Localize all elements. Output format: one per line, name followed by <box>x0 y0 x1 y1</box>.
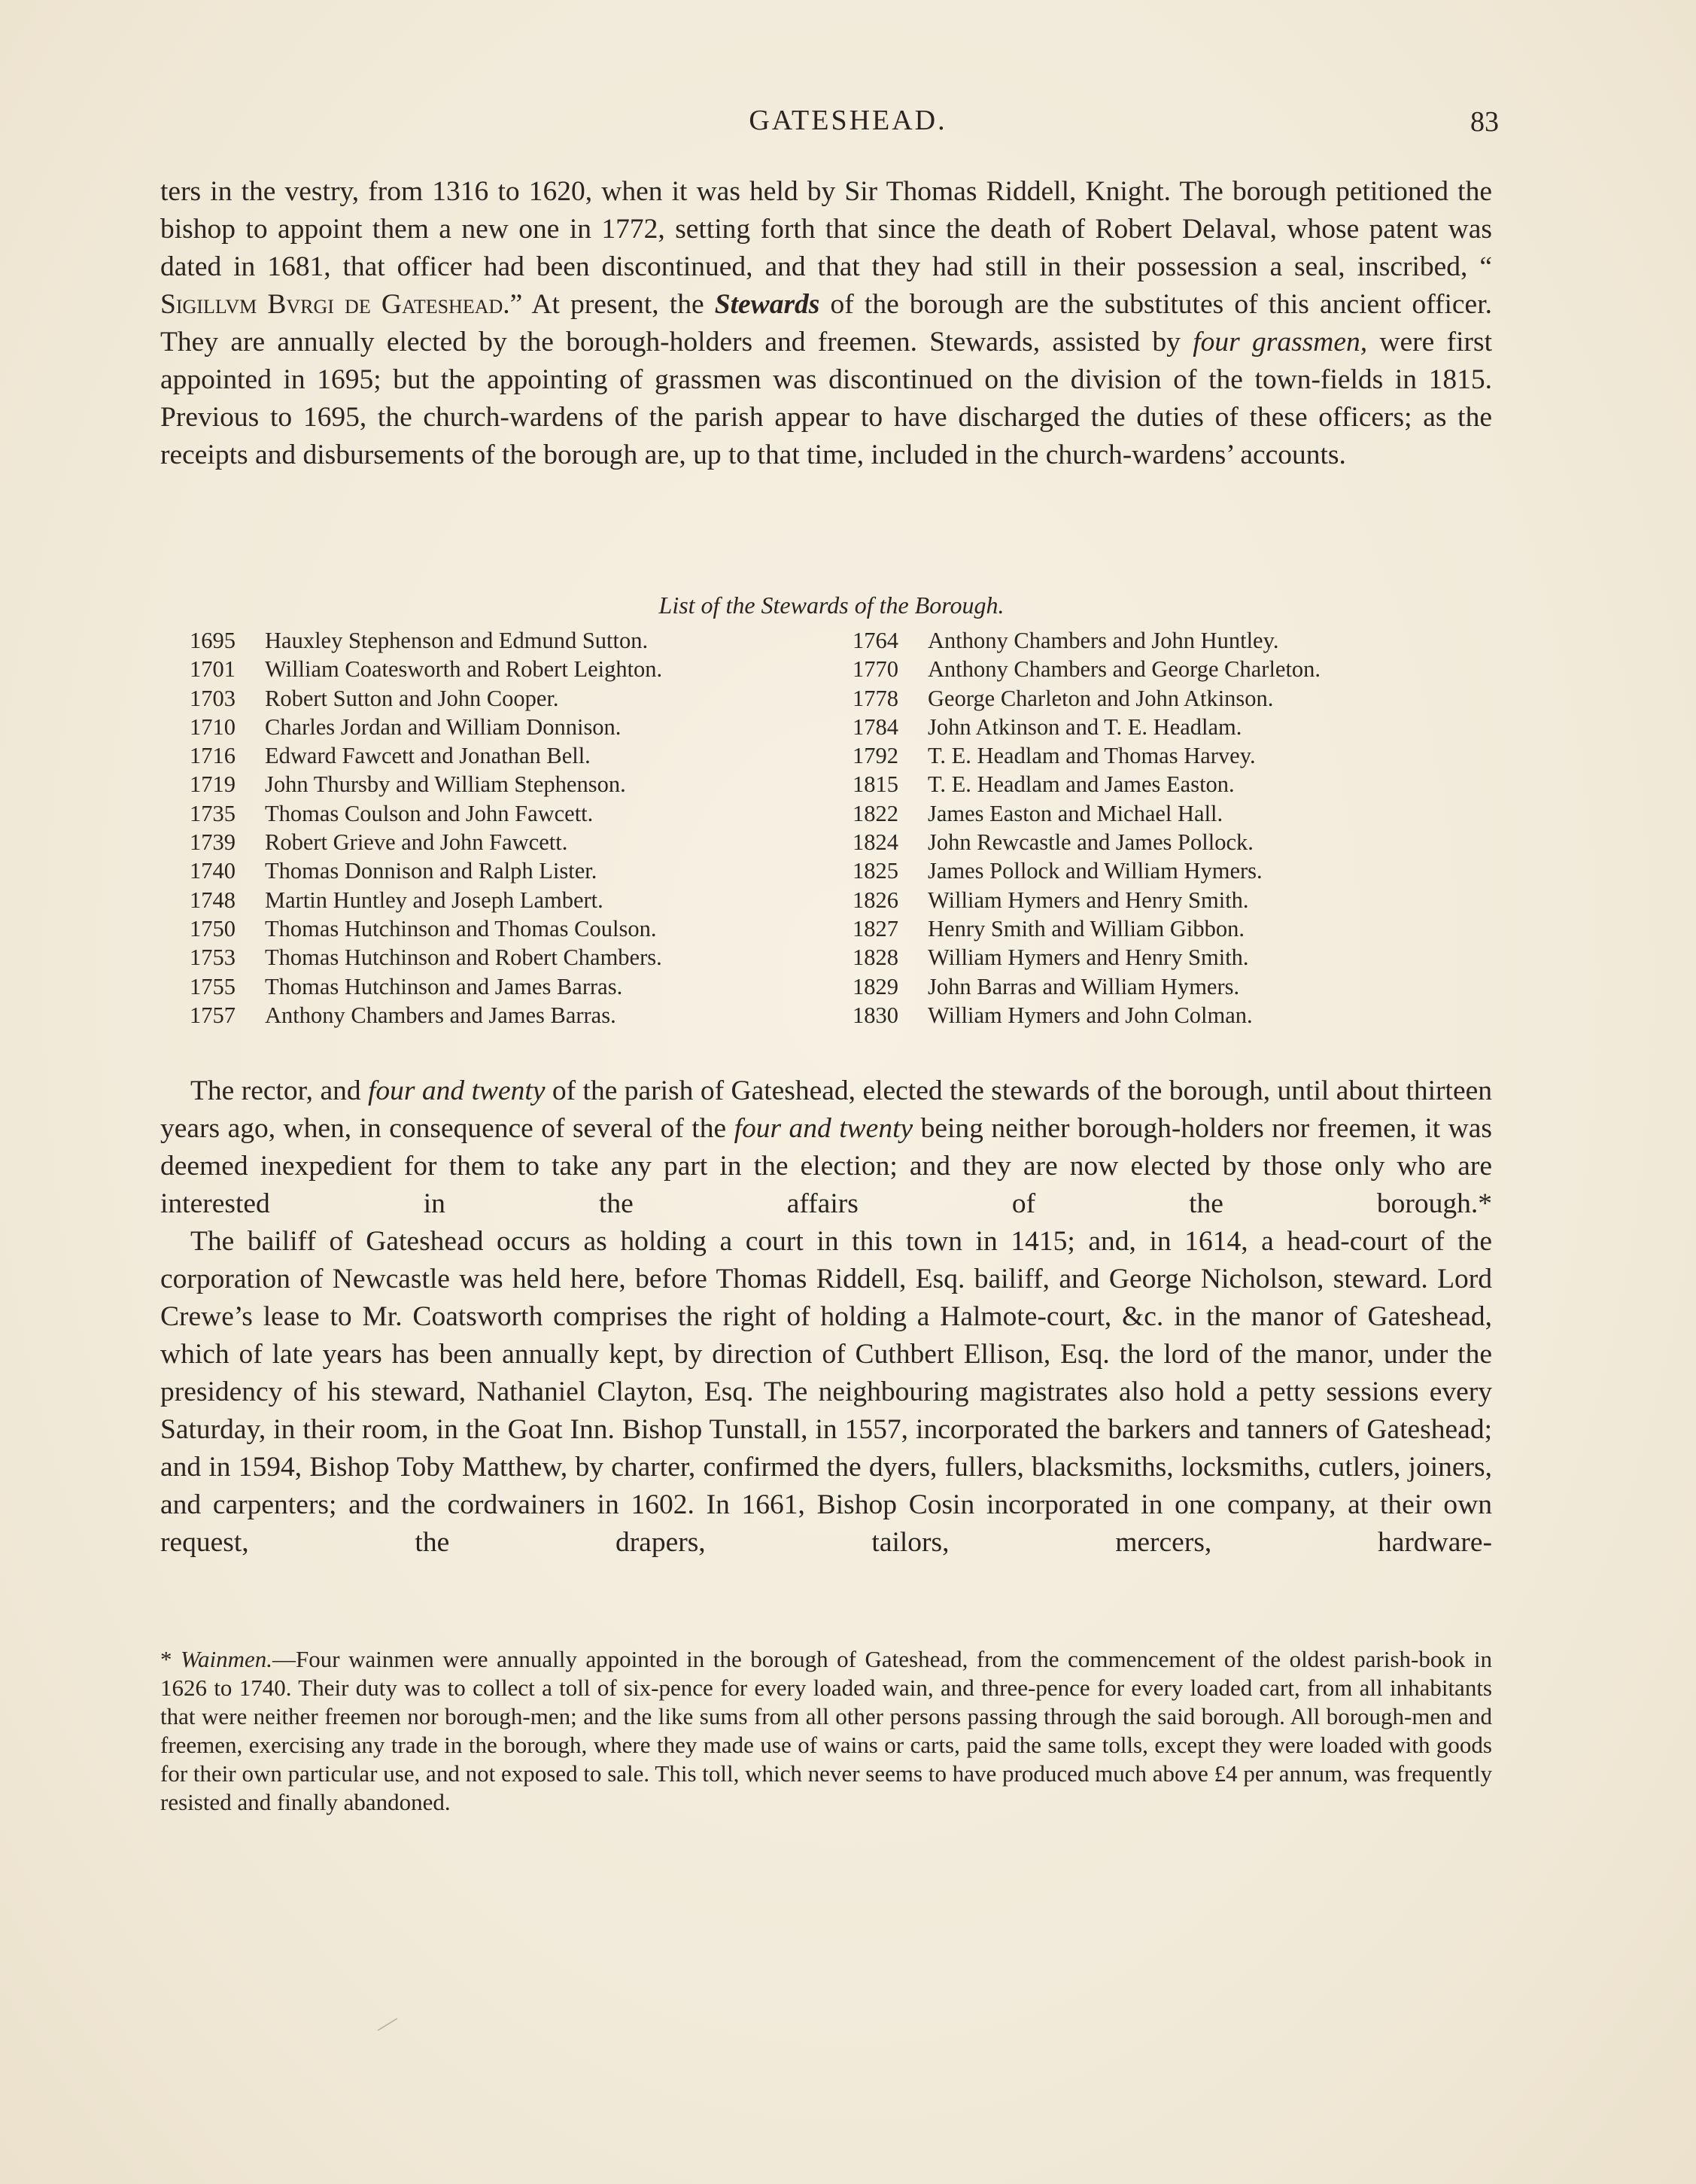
steward-entry <box>190 770 662 798</box>
intro-text-2: ” At present, the <box>509 289 715 320</box>
steward-entry <box>190 914 662 943</box>
steward-names: Robert Grieve and John Fawcett. <box>265 829 568 856</box>
steward-year: 1710 <box>190 713 236 740</box>
steward-year: 1716 <box>190 743 236 769</box>
steward-year: 1778 <box>853 685 898 711</box>
seal-inscription: Sigillvm Bvrgi de Gateshead. <box>160 289 510 320</box>
steward-entry <box>190 799 662 828</box>
steward-names: James Easton and Michael Hall. <box>928 800 1223 826</box>
page-number: 83 <box>1470 106 1499 138</box>
steward-entry <box>853 713 1321 741</box>
steward-year: 1770 <box>853 656 898 683</box>
steward-year: 1750 <box>190 915 236 941</box>
intro-text-3: of the borough are the substitutes of this ancient officer. They are annually elected by the borough-holders and freemen. Stewards, assisted by <box>160 289 1492 357</box>
running-head <box>0 104 1696 141</box>
steward-year: 1828 <box>853 944 898 971</box>
steward-entry <box>853 943 1321 972</box>
steward-names: Henry Smith and William Gibbon. <box>928 915 1245 941</box>
steward-names: Edward Fawcett and Jonathan Bell. <box>265 743 591 769</box>
steward-entry <box>190 886 662 914</box>
rector-text-2: of the parish of Gateshead, elected the stewards of the borough, until about thirteen years ago, when, in consequence of several of the <box>160 1075 1492 1144</box>
steward-names: Thomas Donnison and Ralph Lister. <box>265 858 597 884</box>
four-and-twenty-emphasis-1: four and twenty <box>368 1075 546 1106</box>
stewards-list-caption: List of the Stewards of the Borough. <box>658 592 1005 619</box>
steward-year: 1695 <box>190 628 236 653</box>
pencil-mark <box>376 2017 399 2032</box>
steward-entry <box>853 828 1321 856</box>
steward-year: 1748 <box>190 887 236 913</box>
steward-year: 1784 <box>853 713 898 740</box>
steward-entry <box>190 856 662 885</box>
steward-year: 1719 <box>190 771 236 798</box>
four-and-twenty-emphasis-2: four and twenty <box>734 1113 913 1144</box>
steward-names: Thomas Coulson and John Fawcett. <box>265 800 594 826</box>
steward-names: Thomas Hutchinson and James Barras. <box>265 973 623 999</box>
stewards-list-right-column <box>853 626 1321 1030</box>
steward-entry <box>853 741 1321 770</box>
steward-names: T. E. Headlam and James Easton. <box>928 771 1235 798</box>
steward-names: James Pollock and William Hymers. <box>928 858 1263 884</box>
bailiff-paragraph: The bailiff of Gateshead occurs as holding a court in this town in 1415; and, in 1614, a head-court of the corporation of Newcastle was held here, before Thomas Riddell, Esq. bailiff, and George Nicholson, steward. Lord Crewe’s lease to Mr. Coatsworth comprises the right of holding a Halmote-court, &c. in the manor of Gateshead, which of late years has been annually kept, by direction of Cuthbert Ellison, Esq. the lord of the manor, under the presidency of his steward, Nathaniel Clayton, Esq. The neighbouring magistrates also hold a petty sessions every Saturday, in their room, in the Goat Inn. Bishop Tunstall, in 1557, incorporated the barkers and tanners of Gateshead; and in 1594, Bishop Toby Matthew, by charter, confirmed the dyers, fullers, blacksmiths, locksmiths, cutlers, joiners, and carpenters; and the cordwainers in 1602. In 1661, Bishop Cosin incorporated in one company, at their own request, the drapers, tailors, mercers, hardware- <box>160 1226 1492 1558</box>
steward-names: Robert Sutton and John Cooper. <box>265 685 559 711</box>
steward-entry <box>190 972 662 1001</box>
steward-year: 1740 <box>190 858 236 884</box>
steward-names: Thomas Hutchinson and Thomas Coulson. <box>265 915 657 941</box>
steward-names: George Charleton and John Atkinson. <box>928 685 1274 711</box>
steward-entry <box>190 626 662 655</box>
steward-year: 1825 <box>853 858 898 884</box>
steward-year: 1735 <box>190 800 236 826</box>
steward-year: 1703 <box>190 685 236 711</box>
steward-entry <box>853 770 1321 798</box>
intro-paragraph <box>160 173 1492 474</box>
footnote-text: —Four wainmen were annually appointed in the borough of Gateshead, from the commencement of the oldest parish-book in 1626 to 1740. Their duty was to collect a toll of six-pence for every loaded wain, and three-pence for every loaded cart, from all inhabitants that were neither freemen nor borough-men; and the like sums from all other persons passing through the said borough. All borough-men and freemen, exercising any trade in the borough, where they made use of wains or carts, paid the same tolls, except they were loaded with goods for their own particular use, and not exposed to sale. This toll, which never seems to have produced much above £4 per annum, was frequently resisted and finally abandoned. <box>160 1646 1492 1815</box>
steward-names: Anthony Chambers and John Huntley. <box>928 628 1279 653</box>
steward-entry <box>190 741 662 770</box>
steward-entry <box>853 856 1321 885</box>
steward-names: John Atkinson and T. E. Headlam. <box>928 713 1242 740</box>
steward-names: William Hymers and Henry Smith. <box>928 887 1249 913</box>
steward-year: 1764 <box>853 628 898 653</box>
intro-text-4: were first appointed in 1695; but the appointing of grassmen was discontinued on the division of the town-fields in 1815. Previous to 1695, the church-wardens of the parish appear to have discharged the duties of these officers; as the receipts and disbursements of the borough are, up to that time, included in the church-wardens’ accounts. <box>160 327 1493 470</box>
steward-entry <box>190 713 662 741</box>
steward-year: 1822 <box>853 800 898 826</box>
footnote-marker: * <box>160 1646 181 1672</box>
steward-year: 1829 <box>853 973 898 999</box>
intro-text-1: ters in the vestry, from 1316 to 1620, when it was held by Sir Thomas Riddell, Knight. The borough petitioned the bishop to appoint them a new one in 1772, setting forth that since the death of Robert Delaval, whose patent was dated in 1681, that officer had been discontinued, and that they had still in their possession a seal, inscribed, “ <box>160 176 1492 282</box>
steward-names: Martin Huntley and Joseph Lambert. <box>265 887 603 913</box>
steward-year: 1815 <box>853 771 898 798</box>
rector-text-3: being neither borough-holders nor freemen, it was deemed inexpedient for them to take any part in the election; and they are now elected by those only who are interested in the affairs of the borough.* <box>160 1113 1492 1219</box>
steward-year: 1827 <box>853 915 898 941</box>
steward-entry <box>853 626 1321 655</box>
running-title: GATESHEAD. <box>749 105 947 136</box>
steward-entry <box>853 655 1321 683</box>
steward-entry <box>853 972 1321 1001</box>
steward-names: Thomas Hutchinson and Robert Chambers. <box>265 944 662 971</box>
steward-names: John Rewcastle and James Pollock. <box>928 829 1254 856</box>
steward-entry <box>853 684 1321 713</box>
steward-names: T. E. Headlam and Thomas Harvey. <box>928 743 1256 769</box>
steward-names: Charles Jordan and William Donnison. <box>265 713 622 740</box>
grassmen-emphasis: four grassmen, <box>1193 327 1368 357</box>
steward-year: 1755 <box>190 973 236 999</box>
steward-names: William Hymers and John Colman. <box>928 1002 1253 1028</box>
stewards-emphasis: Stewards <box>714 289 820 320</box>
steward-year: 1739 <box>190 829 236 856</box>
footnote <box>160 1645 1492 1817</box>
footnote-term: Wainmen. <box>181 1646 273 1672</box>
stewards-list-left-column <box>190 626 662 1030</box>
steward-names: Anthony Chambers and George Charleton. <box>928 656 1321 683</box>
steward-year: 1792 <box>853 743 898 769</box>
steward-entry <box>853 799 1321 828</box>
steward-entry <box>853 886 1321 914</box>
steward-names: Anthony Chambers and James Barras. <box>265 1002 616 1028</box>
rector-paragraph <box>160 1072 1492 1223</box>
steward-names: Hauxley Stephenson and Edmund Sutton. <box>265 628 649 653</box>
steward-names: John Thursby and William Stephenson. <box>265 771 626 798</box>
steward-year: 1757 <box>190 1002 236 1028</box>
steward-year: 1826 <box>853 887 898 913</box>
steward-entry <box>190 1001 662 1030</box>
steward-entry <box>853 914 1321 943</box>
steward-names: William Coatesworth and Robert Leighton. <box>265 656 663 683</box>
steward-entry <box>190 828 662 856</box>
steward-entry <box>853 1001 1321 1030</box>
steward-year: 1830 <box>853 1002 898 1028</box>
steward-year: 1753 <box>190 944 236 971</box>
steward-year: 1824 <box>853 829 898 856</box>
steward-entry <box>190 655 662 683</box>
steward-names: John Barras and William Hymers. <box>928 973 1240 999</box>
steward-entry <box>190 684 662 713</box>
steward-entry <box>190 943 662 972</box>
steward-names: William Hymers and Henry Smith. <box>928 944 1249 971</box>
rector-text-1: The rector, and <box>190 1075 368 1106</box>
steward-year: 1701 <box>190 656 236 683</box>
